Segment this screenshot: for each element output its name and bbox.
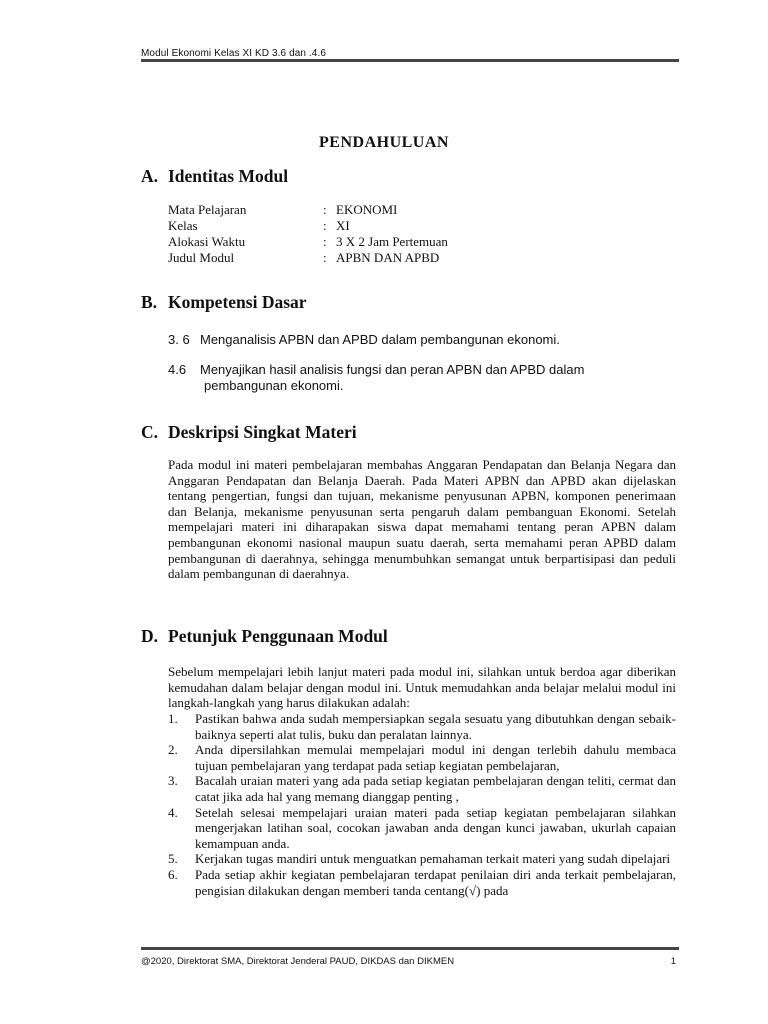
section-d-title: Petunjuk Penggunaan Modul <box>168 626 388 646</box>
section-d-letter: D. <box>141 626 159 646</box>
identitas-label: Kelas <box>168 218 198 233</box>
identitas-label: Alokasi Waktu <box>168 234 246 249</box>
kompetensi-number: 3. 6 <box>168 332 190 347</box>
section-b-letter: B. <box>141 292 158 312</box>
header-rule <box>141 59 679 62</box>
list-item-number: 3. <box>168 773 178 789</box>
identitas-row <box>168 250 448 266</box>
list-item-number: 2. <box>168 742 178 758</box>
list-item-number: 1. <box>168 711 178 726</box>
page-number: 1 <box>670 956 676 967</box>
list-item-number: 5. <box>168 851 178 867</box>
identitas-label: Judul Modul <box>168 250 235 265</box>
list-item <box>168 742 676 773</box>
identitas-separator: : <box>323 250 327 265</box>
list-item-number: 6. <box>168 866 178 882</box>
kompetensi-item <box>168 332 560 348</box>
section-d-heading <box>141 626 388 647</box>
list-item-text: Pada setiap akhir kegiatan pembelajaran terdapat penilaian diri anda terkait pembelajaran, pengisian dilakukan dengan memberi tanda centang(√) pada <box>195 866 676 898</box>
identitas-value: EKONOMI <box>336 202 398 217</box>
identitas-label: Mata Pelajaran <box>168 202 247 217</box>
section-c-letter: C. <box>141 422 159 442</box>
identitas-value: APBN DAN APBD <box>336 250 440 265</box>
kompetensi-item <box>168 362 584 394</box>
petunjuk-list <box>168 711 676 898</box>
identitas-row <box>168 218 448 234</box>
kompetensi-text-continued: pembangunan ekonomi. <box>204 378 344 393</box>
identitas-row <box>168 234 448 250</box>
identitas-table <box>168 202 448 266</box>
running-header: Modul Ekonomi Kelas XI KD 3.6 dan .4.6 <box>141 48 327 59</box>
list-item <box>168 867 676 898</box>
list-item <box>168 851 676 867</box>
identitas-value: 3 X 2 Jam Pertemuan <box>336 234 448 249</box>
kompetensi-number: 4.6 <box>168 362 187 377</box>
petunjuk-intro: Sebelum mempelajari lebih lanjut materi pada modul ini, silahkan untuk berdoa agar diberikan kemudahan dalam belajar dengan modul ini. Untuk memudahkan anda belajar melalui modul ini langkah-langkah yang harus dilakukan adalah: <box>168 664 676 711</box>
identitas-row <box>168 202 448 218</box>
identitas-separator: : <box>323 234 327 249</box>
kompetensi-text: Menganalisis APBN dan APBD dalam pembangunan ekonomi. <box>200 332 560 347</box>
footer-text: @2020, Direktorat SMA, Direktorat Jenderal PAUD, DIKDAS dan DIKMEN <box>141 956 455 967</box>
section-a-heading <box>141 166 288 187</box>
list-item-text: Bacalah uraian materi yang ada pada setiap kegiatan pembelajaran dengan teliti, cermat dan catat jika ada hal yang memang dianggap penting , <box>195 773 676 804</box>
list-item-number: 4. <box>168 804 178 820</box>
section-c-title: Deskripsi Singkat Materi <box>168 422 357 442</box>
list-item-text: Anda dipersilahkan memulai mempelajari modul ini dengan terlebih dahulu membaca tujuan pembelajaran yang terdapat pada setiap kegiatan pembelajaran, <box>195 742 676 773</box>
list-item-text: Kerjakan tugas mandiri untuk menguatkan pemahaman terkait materi yang sudah dipelajari <box>195 851 671 867</box>
section-a-title: Identitas Modul <box>168 166 289 186</box>
identitas-separator: : <box>323 202 327 217</box>
section-c-heading <box>141 422 357 443</box>
list-item-text: Setelah selesai mempelajari uraian materi pada setiap kegiatan pembelajaran silahkan mengerjakan latihan soal, cocokan jawaban anda dengan kunci jawaban, ukurlah capaian kemampuan anda. <box>195 804 676 851</box>
list-item <box>168 711 676 742</box>
list-item-text: Pastikan bahwa anda sudah mempersiapkan segala sesuatu yang dibutuhkan dengan sebaik-baiknya seperti alat tulis, buku dan peralatan lainnya. <box>195 711 676 742</box>
section-b-heading <box>141 292 307 313</box>
footer-rule <box>141 947 679 950</box>
kompetensi-text: Menyajikan hasil analisis fungsi dan peran APBN dan APBD dalam <box>200 362 585 377</box>
deskripsi-paragraph: Pada modul ini materi pembelajaran membahas Anggaran Pendapatan dan Belanja Negara dan Anggaran Pendapatan dan Belanja Daerah. Pada Materi APBN dan APBD akan dijelaskan tentang pengertian, fungsi dan tujuan, mekanisme penyusunan APBN, komponen penerimaan dan Belanja, mekanisme penyusunan serta pengaruh dalam pembanguan Ekonomi. Setelah mempelajari materi ini diharapakan siswa dapat memahami tentang peran APBN dalam pembangunan ekonomi nasional maupun suatu daerah, serta memahami peran APBD dalam pembangunan di daerahnya, sehingga menumbuhkan semangat untuk berpartisipasi dan peduli dalam pembangunan di daerahnya. <box>168 457 676 582</box>
identitas-separator: : <box>323 218 327 233</box>
identitas-value: XI <box>336 218 350 233</box>
list-item <box>168 773 676 804</box>
page-title: PENDAHULUAN <box>319 134 449 151</box>
list-item <box>168 805 676 852</box>
section-b-title: Kompetensi Dasar <box>168 292 307 312</box>
section-a-letter: A. <box>141 166 159 186</box>
